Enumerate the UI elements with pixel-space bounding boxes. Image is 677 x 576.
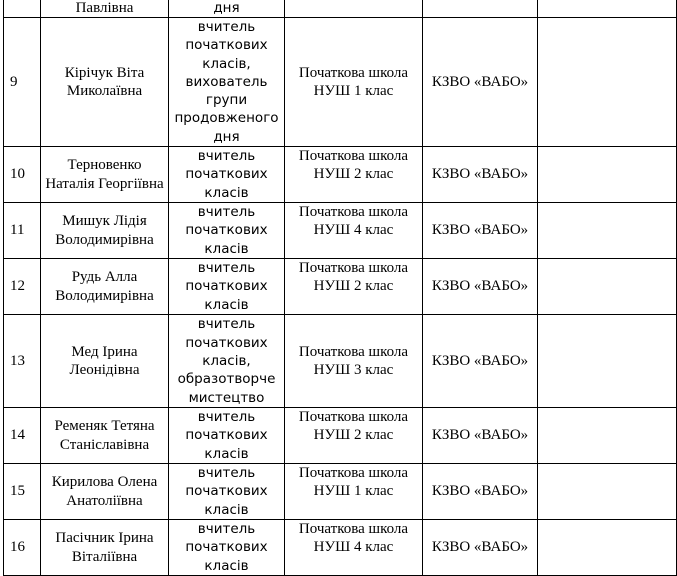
table-row [4,464,677,520]
position-cell: вчитель початкових класів [169,464,285,520]
extra-cell [538,464,677,520]
position-cell: вчитель початкових класів [169,408,285,464]
institution-cell: КЗВО «ВАБО» [423,18,538,147]
row-number-cell: 15 [4,464,41,520]
department-cell: Початкова школа НУШ 2 клас [285,259,423,315]
row-number-cell: 14 [4,408,41,464]
table-row [4,18,677,147]
institution-cell [423,0,538,18]
department-cell: Початкова школа НУШ 1 клас [285,464,423,520]
row-number-cell [4,0,41,18]
teachers-table [3,0,677,576]
department-cell: Початкова школа НУШ 4 клас [285,520,423,576]
institution-cell: КЗВО «ВАБО» [423,315,538,408]
table-row [4,520,677,576]
row-number-cell: 16 [4,520,41,576]
extra-cell [538,315,677,408]
institution-cell: КЗВО «ВАБО» [423,147,538,203]
teacher-name-cell: Кірічук Віта Миколаївна [41,18,169,147]
extra-cell [538,408,677,464]
row-number-cell: 9 [4,18,41,147]
department-cell: Початкова школа НУШ 4 клас [285,203,423,259]
table-row [4,203,677,259]
position-cell: дня [169,0,285,18]
table-row [4,408,677,464]
institution-cell: КЗВО «ВАБО» [423,259,538,315]
extra-cell [538,0,677,18]
position-cell: вчитель початкових класів [169,203,285,259]
table-row [4,315,677,408]
table-row-partial [4,0,677,18]
department-cell: Початкова школа НУШ 2 клас [285,147,423,203]
extra-cell [538,147,677,203]
row-number-cell: 13 [4,315,41,408]
position-cell: вчитель початкових класів [169,147,285,203]
teacher-name-cell: Пасічник Ірина Віталіївна [41,520,169,576]
department-cell [285,0,423,18]
institution-cell: КЗВО «ВАБО» [423,203,538,259]
position-cell: вчитель початкових класів [169,520,285,576]
teacher-name-cell: Ременяк Тетяна Станіславівна [41,408,169,464]
row-number-cell: 11 [4,203,41,259]
department-cell: Початкова школа НУШ 2 клас [285,408,423,464]
extra-cell [538,520,677,576]
department-cell: Початкова школа НУШ 1 клас [285,18,423,147]
institution-cell: КЗВО «ВАБО» [423,464,538,520]
teacher-name-cell: Терновенко Наталія Георгіївна [41,147,169,203]
table-row [4,147,677,203]
extra-cell [538,259,677,315]
position-cell: вчитель початкових класів, образотворче мистецтво [169,315,285,408]
extra-cell [538,18,677,147]
department-cell: Початкова школа НУШ 3 клас [285,315,423,408]
institution-cell: КЗВО «ВАБО» [423,408,538,464]
row-number-cell: 10 [4,147,41,203]
teacher-name-cell: Мишук Лідія Володимирівна [41,203,169,259]
teacher-name-cell: Павлівна [41,0,169,18]
teacher-name-cell: Кирилова Олена Анатоліївна [41,464,169,520]
position-cell: вчитель початкових класів, вихователь групи продовженого дня [169,18,285,147]
position-cell: вчитель початкових класів [169,259,285,315]
extra-cell [538,203,677,259]
row-number-cell: 12 [4,259,41,315]
institution-cell: КЗВО «ВАБО» [423,520,538,576]
table-row [4,259,677,315]
teacher-name-cell: Мед Ірина Леонідівна [41,315,169,408]
teacher-name-cell: Рудь Алла Володимирівна [41,259,169,315]
